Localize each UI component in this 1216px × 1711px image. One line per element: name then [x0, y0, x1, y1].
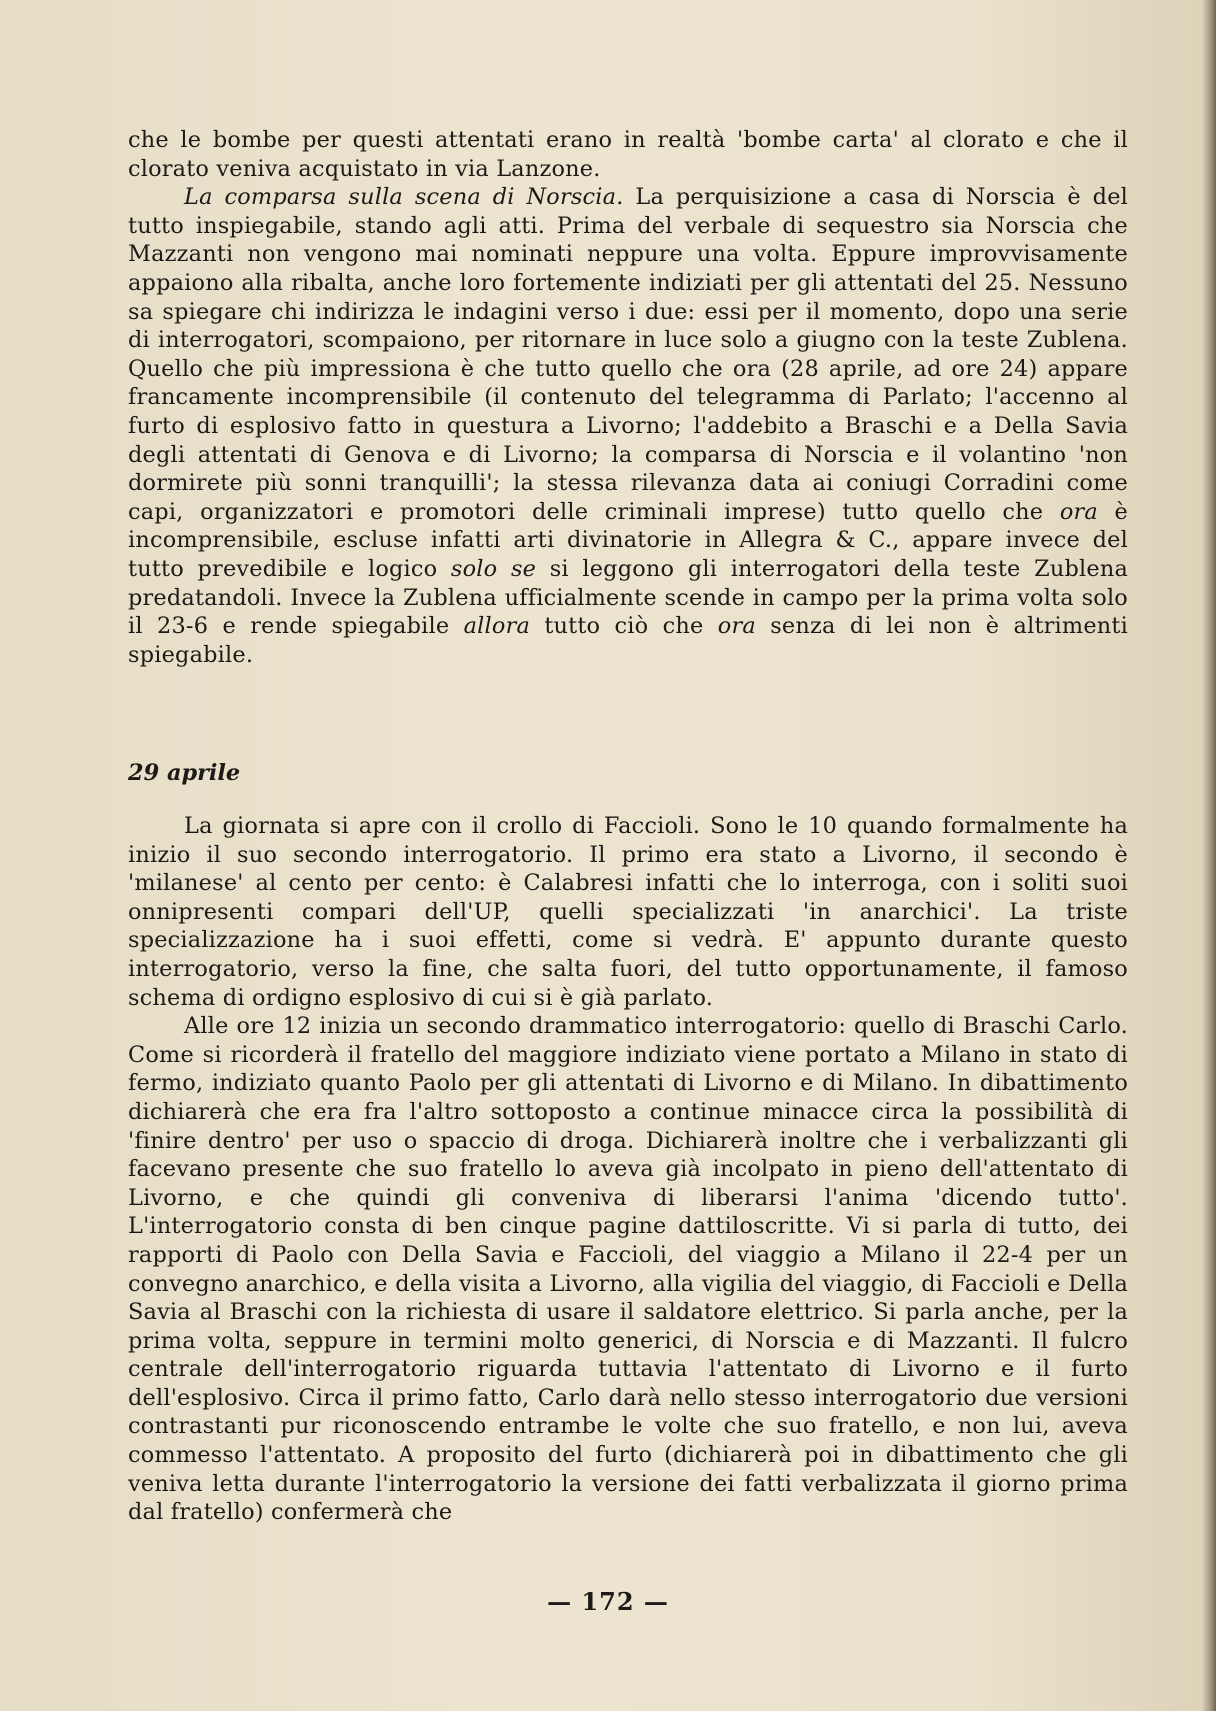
text-run: è incomprensibile, escluse infatti arti divinatorie in Allegra & C., appare invece del tutto prevedibile e logico: [128, 498, 1128, 582]
paragraph-braschi: Alle ore 12 inizia un secondo drammatico interrogatorio: quello di Braschi Carlo. Come si ricorderà il fratello del maggiore indiziato viene portato a Milano in stato di fermo, indiziato quanto Paolo per gli attentati di Livorno e di Milano. In dibattimento dichiarerà che era fra l'altro sottoposto a continue minacce circa la possibilità di 'finire dentro' per uso o spaccio di droga. Dichiarerà inoltre che i verbalizzanti gli facevano presente che suo fratello lo aveva già incolpato in pieno dell'attentato di Livorno, e che quindi gli conveniva di liberarsi l'anima 'dicendo tutto'. L'interrogatorio consta di ben cinque pagine dattiloscritte. Vi si parla di tutto, dei rapporti di Paolo con Della Savia e Faccioli, del viaggio a Milano il 22-4 per un convegno anarchico, e della visita a Livorno, alla vigilia del viaggio, di Faccioli e Della Savia al Braschi con la richiesta di usare il saldatore elettrico. Si parla anche, per la prima volta, seppure in termini molto generici, di Norscia e di Mazzanti. Il fulcro centrale dell'interrogatorio riguarda tuttavia l'attentato di Livorno e il furto dell'esplosivo. Circa il primo fatto, Carlo darà nello stesso interrogatorio due versioni contrastanti pur riconoscendo entrambe le volte che suo fratello, e non lui, aveva commesso l'attentato. A proposito del furto (dichiarerà poi in dibattimento che gli veniva letta durante l'interrogatorio la versione dei fatti verbalizzata il giorno prima dal fratello) confermerà che: [128, 1013, 1128, 1526]
paragraph-lead-italic: La comparsa sulla scena di Norscia.: [184, 184, 624, 211]
text-run: La perquisizione a casa di Norscia è del tutto inspiegabile, stando agli atti. Prima del verbale di sequestro sia Norscia che Mazzanti non vengono mai nominati neppure una volta. Eppure improvvisamente appaiono alla ribalta, anche loro fortemente indiziati per gli attentati del 25. Nessuno sa spiegare chi indirizza le indagini verso i due: essi per il momento, dopo una serie di interrogatori, scompaiono, per ritornare in luce solo a giugno con la teste Zublena. Quello che più impressiona è che tutto quello che ora (28 aprile, ad ore 24) appare francamente incomprensibile (il contenuto del telegramma di Parlato; l'accenno al furto di esplosivo fatto in questura a Livorno; l'addebito a Braschi e a Della Savia degli attentati di Genova e di Livorno; la comparsa di Norscia e il volantino 'non dormirete più sonni tranquilli'; la stessa rilevanza data ai coniugi Corradini come capi, organizzatori e promotori delle criminali imprese) tutto quello che: [128, 184, 1129, 525]
paragraph-faccioli: La giornata si apre con il crollo di Faccioli. Sono le 10 quando formalmente ha inizio il suo secondo interrogatorio. Il primo era stato a Livorno, il secondo è 'milanese' al cento per cento: è Calabresi infatti che lo interroga, con i soliti suoi onnipresenti compari dell'UP, quelli specializzati 'in anarchici'. La triste specializzazione ha i suoi effetti, come si vedrà. E' appunto durante questo interrogatorio, verso la fine, che salta fuori, del tutto opportunamente, il famoso schema di ordigno esplosivo di cui si è già parlato.: [128, 813, 1128, 1011]
page-edge-shadow: [1202, 0, 1216, 1711]
section-1: [128, 126, 1128, 669]
text-run: si leggono gli interrogatori della teste Zublena predatandoli. Invece la Zublena ufficialmente scende in campo per la prima volta solo il 23-6 e rende spiegabile: [128, 555, 1128, 640]
emphasis-allora: allora: [463, 613, 531, 640]
text-run: tutto ciò che: [530, 613, 718, 640]
text-run: senza di lei non è altrimenti spiegabile.: [128, 613, 1128, 668]
emphasis-solo-se: solo se: [450, 555, 537, 582]
page-number: — 172 —: [547, 1587, 669, 1616]
emphasis-ora: ora: [1059, 498, 1098, 525]
section-2: [128, 812, 1128, 1527]
paragraph-norscia: [128, 183, 1128, 669]
paragraph-continuation: che le bombe per questi attentati erano in realtà 'bombe carta' al clorato e che il clorato veniva acquistato in via Lanzone.: [128, 127, 1128, 182]
section-heading-date: 29 aprile: [128, 760, 241, 786]
emphasis-ora: ora: [717, 613, 756, 640]
